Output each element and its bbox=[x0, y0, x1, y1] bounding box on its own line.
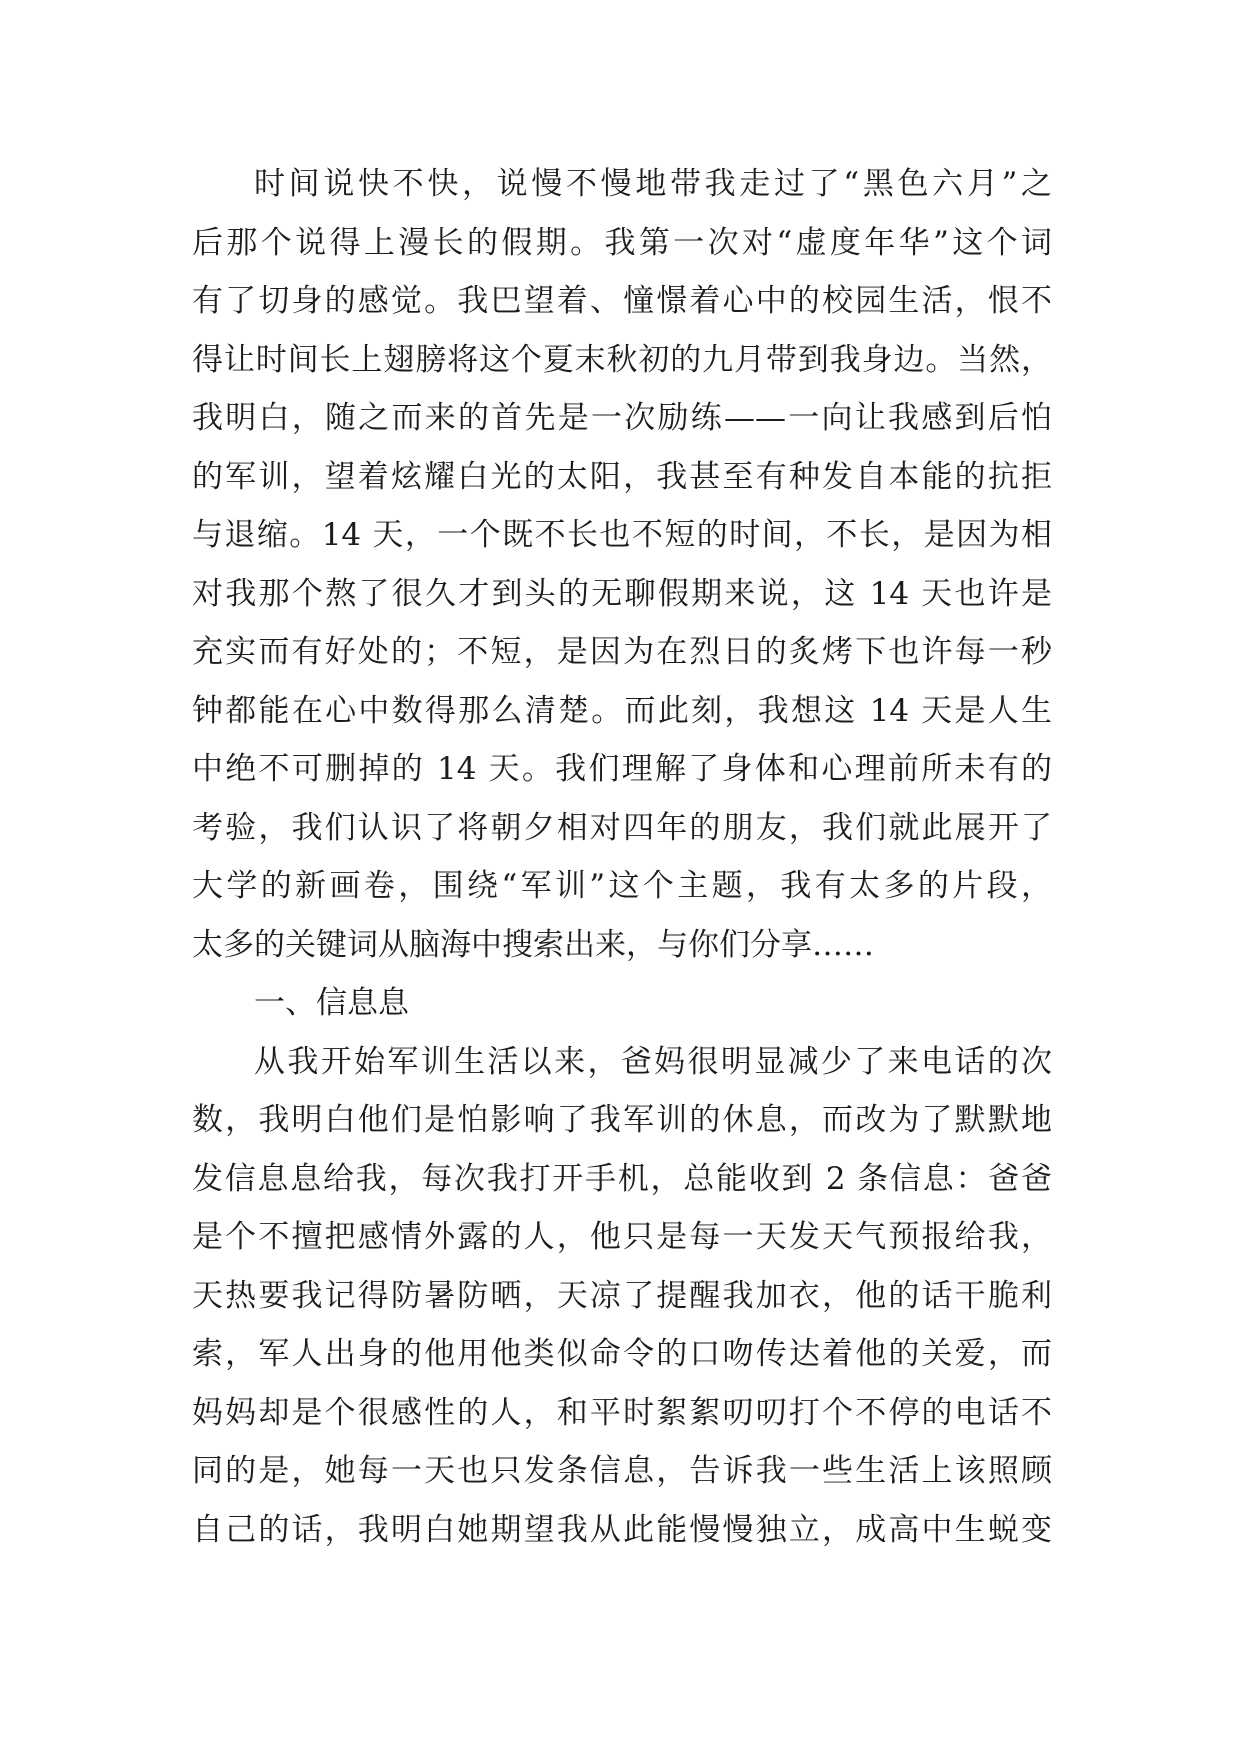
text-line: 中绝不可删掉的 14 天。我们理解了身体和心理前所未有的 bbox=[192, 751, 1052, 787]
text-line: 我明白，随之而来的首先是一次励练——一向让我感到后怕 bbox=[192, 400, 1052, 436]
text-line: 后那个说得上漫长的假期。我第一次对“虚度年华”这个词 bbox=[192, 224, 1052, 261]
document-body bbox=[192, 155, 1052, 1559]
text-line: 充实而有好处的；不短，是因为在烈日的炙烤下也许每一秒 bbox=[192, 634, 1052, 670]
text-line: 对我那个熬了很久才到头的无聊假期来说，这 14 天也许是 bbox=[192, 575, 1052, 612]
text-line: 与退缩。14 天，一个既不长也不短的时间，不长，是因为相 bbox=[192, 517, 1052, 553]
text-line: 妈妈却是个很感性的人，和平时絮絮叨叨打个不停的电话不 bbox=[192, 1394, 1052, 1431]
text-line: 自己的话，我明白她期望我从此能慢慢独立，成高中生蜕变 bbox=[192, 1511, 1052, 1548]
text-line: 有了切身的感觉。我巴望着、憧憬着心中的校园生活，恨不 bbox=[192, 283, 1052, 319]
text-line: 从我开始军训生活以来，爸妈很明显减少了来电话的次 bbox=[254, 1043, 1052, 1080]
text-line: 钟都能在心中数得那么清楚。而此刻，我想这 14 天是人生 bbox=[192, 692, 1052, 729]
text-line: 索，军人出身的他用他类似命令的口吻传达着他的关爱，而 bbox=[192, 1336, 1052, 1372]
section-heading-text: 一、信息息 bbox=[254, 985, 409, 1021]
text-line: 发信息息给我，每次我打开手机，总能收到 2 条信息：爸爸 bbox=[192, 1160, 1052, 1197]
text-line: 考验，我们认识了将朝夕相对四年的朋友，我们就此展开了 bbox=[192, 809, 1052, 846]
text-line: 的军训，望着炫耀白光的太阳，我甚至有种发自本能的抗拒 bbox=[192, 458, 1052, 495]
paragraph-messages bbox=[192, 1033, 1052, 1560]
text-line: 太多的关键词从脑海中搜索出来，与你们分享…… bbox=[192, 926, 874, 963]
text-line: 天热要我记得防暑防晒，天凉了提醒我加衣，他的话干脆利 bbox=[192, 1277, 1052, 1314]
text-line: 得让时间长上翅膀将这个夏末秋初的九月带到我身边。当然， bbox=[192, 341, 1052, 378]
paragraph-intro bbox=[192, 155, 1052, 974]
text-line: 是个不擅把感情外露的人，他只是每一天发天气预报给我， bbox=[192, 1219, 1052, 1255]
text-line: 数，我明白他们是怕影响了我军训的休息，而改为了默默地 bbox=[192, 1102, 1052, 1138]
section-heading bbox=[192, 974, 1052, 1033]
text-line: 时间说快不快，说慢不慢地带我走过了“黑色六月”之 bbox=[254, 166, 1052, 202]
text-line: 同的是，她每一天也只发条信息，告诉我一些生活上该照顾 bbox=[192, 1453, 1052, 1489]
text-line: 大学的新画卷，围绕“军训”这个主题，我有太多的片段， bbox=[192, 868, 1052, 904]
